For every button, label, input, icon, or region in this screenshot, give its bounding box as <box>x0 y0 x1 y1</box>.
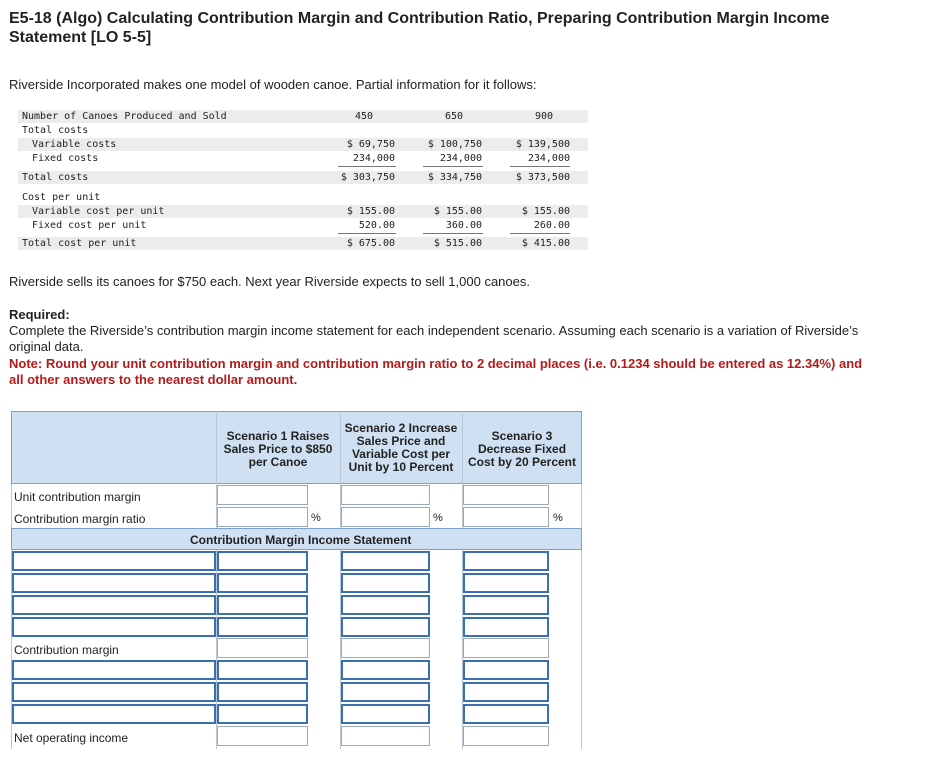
page-title: E5-18 (Algo) Calculating Contribution Margin and Contribution Ratio, Preparing Contribution Margin Income Statement [LO 5-5] <box>9 10 830 46</box>
noi-s2-input[interactable] <box>341 726 430 746</box>
stmt-row4-label-input[interactable] <box>12 617 216 637</box>
stmt-row6-s1-input[interactable] <box>217 682 308 702</box>
total-per-unit-450: $ 675.00 <box>346 238 395 249</box>
cm-s3-input[interactable] <box>463 638 549 658</box>
variable-per-unit-450: $ 155.00 <box>346 206 395 217</box>
variable-per-unit-650: $ 155.00 <box>433 206 482 217</box>
intro-text: Riverside Incorporated makes one model of wooden canoe. Partial information for it follows: <box>9 77 537 92</box>
cm-row-label: Contribution margin <box>14 643 119 657</box>
units-650: 650 <box>444 111 464 122</box>
units-label: Number of Canoes Produced and Sold <box>22 111 227 122</box>
total-costs-650: $ 334,750 <box>427 172 482 183</box>
stmt-row5-s1-input[interactable] <box>217 660 308 680</box>
fixed-costs-450: 234,000 <box>352 153 395 164</box>
stmt-row1-s1-input[interactable] <box>217 551 308 571</box>
scenario2-header: Scenario 2 Increase Sales Price and Variable Cost per Unit by 10 Percent <box>344 421 458 474</box>
total-costs-450: $ 303,750 <box>340 172 395 183</box>
stmt-row2-s1-input[interactable] <box>217 573 308 593</box>
total-costs-label: Total costs <box>22 172 89 183</box>
scenario1-unit-cm-input[interactable] <box>217 485 308 505</box>
required-label: Required: <box>9 307 70 322</box>
stmt-row3-s3-input[interactable] <box>463 595 549 615</box>
scenario3-cm-ratio-input[interactable] <box>463 507 549 527</box>
scenario2-pct-sign: % <box>433 512 443 524</box>
fixed-per-unit-900: 260.00 <box>533 220 570 231</box>
scenario2-unit-cm-input[interactable] <box>341 485 430 505</box>
cm-s1-input[interactable] <box>217 638 308 658</box>
unit-cm-label: Unit contribution margin <box>14 490 141 504</box>
total-per-unit-650: $ 515.00 <box>433 238 482 249</box>
stmt-row1-s2-input[interactable] <box>341 551 430 571</box>
stmt-row5-s3-input[interactable] <box>463 660 549 680</box>
variable-costs-label: Variable costs <box>32 139 117 150</box>
units-900: 900 <box>534 111 554 122</box>
required-text: Complete the Riverside’s contribution margin income statement for each independent scenario. Assuming each scenario is a variation of Riverside’s original data. <box>9 323 859 354</box>
variable-per-unit-label: Variable cost per unit <box>32 206 165 217</box>
scenario2-cm-ratio-input[interactable] <box>341 507 430 527</box>
stmt-row6-s3-input[interactable] <box>463 682 549 702</box>
fixed-per-unit-650: 360.00 <box>445 220 482 231</box>
fixed-per-unit-450: 520.00 <box>358 220 395 231</box>
stmt-row5-label-input[interactable] <box>12 660 216 680</box>
stmt-row2-label-input[interactable] <box>12 573 216 593</box>
stmt-row7-s1-input[interactable] <box>217 704 308 724</box>
stmt-row2-s3-input[interactable] <box>463 573 549 593</box>
fixed-costs-900: 234,000 <box>527 153 570 164</box>
scenario1-pct-sign: % <box>311 512 321 524</box>
stmt-row4-s1-input[interactable] <box>217 617 308 637</box>
statement-band <box>11 528 582 550</box>
variable-costs-900: $ 139,500 <box>515 139 570 150</box>
stmt-row6-label-input[interactable] <box>12 682 216 702</box>
stmt-row3-s1-input[interactable] <box>217 595 308 615</box>
stmt-row2-s2-input[interactable] <box>341 573 430 593</box>
rounding-note: Note: Round your unit contribution margin and contribution margin ratio to 2 decimal places (i.e. 0.1234 should be entered as 12.34%) and all other answers to the nearest dollar amount. <box>9 356 863 387</box>
total-per-unit-label: Total cost per unit <box>22 238 137 249</box>
cost-per-unit-heading: Cost per unit <box>22 192 101 203</box>
stmt-row7-s2-input[interactable] <box>341 704 430 724</box>
noi-s3-input[interactable] <box>463 726 549 746</box>
total-costs-heading: Total costs <box>22 125 89 136</box>
noi-row-label: Net operating income <box>14 731 129 745</box>
stmt-row4-s2-input[interactable] <box>341 617 430 637</box>
stmt-row1-label-input[interactable] <box>12 551 216 571</box>
stmt-row7-label-input[interactable] <box>12 704 216 724</box>
scenario3-unit-cm-input[interactable] <box>463 485 549 505</box>
statement-label: Contribution Margin Income Statement <box>190 533 412 547</box>
stmt-row6-s2-input[interactable] <box>341 682 430 702</box>
variable-costs-450: $ 69,750 <box>346 139 395 150</box>
total-per-unit-900: $ 415.00 <box>521 238 570 249</box>
stmt-row3-label-input[interactable] <box>12 595 216 615</box>
scenario3-pct-sign: % <box>553 512 563 524</box>
variable-per-unit-900: $ 155.00 <box>521 206 570 217</box>
answer-grid <box>11 411 582 749</box>
stmt-row5-s2-input[interactable] <box>341 660 430 680</box>
units-450: 450 <box>354 111 374 122</box>
scenario1-header: Scenario 1 Raises Sales Price to $850 per Canoe <box>223 429 333 469</box>
total-costs-900: $ 373,500 <box>515 172 570 183</box>
fixed-costs-label: Fixed costs <box>32 153 99 164</box>
sales-text: Riverside sells its canoes for $750 each. Next year Riverside expects to sell 1,000 canoes. <box>9 274 530 289</box>
stmt-row7-s3-input[interactable] <box>463 704 549 724</box>
cm-ratio-label: Contribution margin ratio <box>14 512 146 526</box>
cm-s2-input[interactable] <box>341 638 430 658</box>
stmt-row4-s3-input[interactable] <box>463 617 549 637</box>
variable-costs-650: $ 100,750 <box>427 139 482 150</box>
scenario1-cm-ratio-input[interactable] <box>217 507 308 527</box>
stmt-row3-s2-input[interactable] <box>341 595 430 615</box>
noi-s1-input[interactable] <box>217 726 308 746</box>
fixed-costs-650: 234,000 <box>439 153 482 164</box>
fixed-per-unit-label: Fixed cost per unit <box>32 220 147 231</box>
scenario3-header: Scenario 3 Decrease Fixed Cost by 20 Percent <box>467 429 577 469</box>
stmt-row1-s3-input[interactable] <box>463 551 549 571</box>
